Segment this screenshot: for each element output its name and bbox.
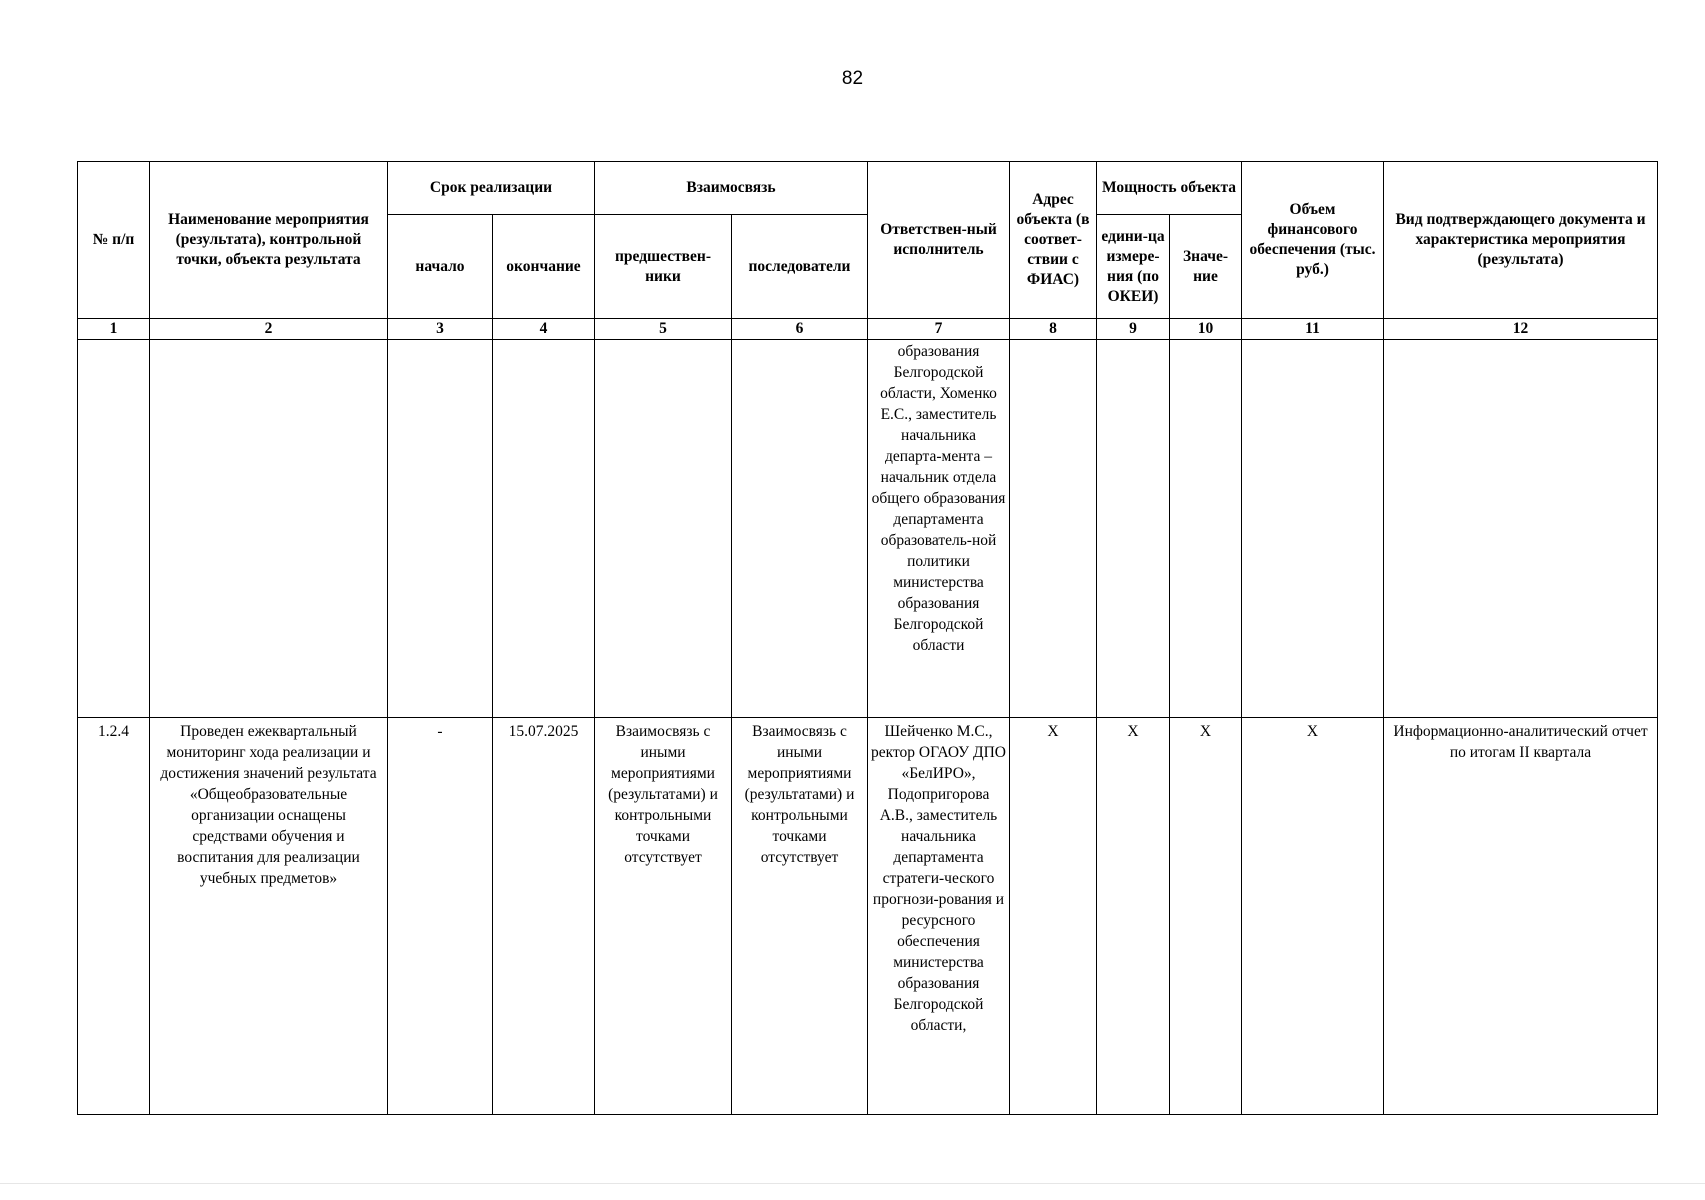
header-unit: едини-ца измере-ния (по ОКЕИ) xyxy=(1097,215,1170,319)
header-term-group: Срок реализации xyxy=(388,162,595,215)
cell-empty xyxy=(1170,340,1242,718)
header-document: Вид подтверждающего документа и характеристика мероприятия (результата) xyxy=(1384,162,1658,319)
cell-empty xyxy=(732,340,868,718)
cell-empty xyxy=(1242,340,1384,718)
header-address: Адрес объекта (в соответ-ствии с ФИАС) xyxy=(1010,162,1097,319)
header-financing: Объем финансового обеспечения (тыс. руб.) xyxy=(1242,162,1384,319)
cell-responsible: Шейченко М.С., ректор ОГАОУ ДПО «БелИРО», Подопригорова А.В., заместитель начальника департамента стратеги-ческого прогнози-рования и ресурсного обеспечения министерства образования Белгородской области, xyxy=(868,718,1010,1115)
header-capacity-group: Мощность объекта xyxy=(1097,162,1242,215)
header-start: начало xyxy=(388,215,493,319)
cell-address: X xyxy=(1010,718,1097,1115)
cell-financing: X xyxy=(1242,718,1384,1115)
column-number: 9 xyxy=(1097,319,1170,340)
cell-unit: X xyxy=(1097,718,1170,1115)
column-number: 3 xyxy=(388,319,493,340)
cell-value: X xyxy=(1170,718,1242,1115)
table-row-1-2-4 xyxy=(78,718,1658,1115)
header-successors: последователи xyxy=(732,215,868,319)
cell-num: 1.2.4 xyxy=(78,718,150,1115)
column-number: 5 xyxy=(595,319,732,340)
header-responsible: Ответствен-ный исполнитель xyxy=(868,162,1010,319)
cell-predecessors: Взаимосвязь с иными мероприятиями (результатами) и контрольными точками отсутствует xyxy=(595,718,732,1115)
header-link-group: Взаимосвязь xyxy=(595,162,868,215)
activity-plan-table xyxy=(77,161,1658,1115)
cell-successors: Взаимосвязь с иными мероприятиями (результатами) и контрольными точками отсутствует xyxy=(732,718,868,1115)
column-number: 11 xyxy=(1242,319,1384,340)
column-number: 6 xyxy=(732,319,868,340)
cell-responsible-continued: образования Белгородской области, Хоменко Е.С., заместитель начальника департа-мента – начальник отдела общего образования департамента образователь-ной политики министерства образования Белгородской области xyxy=(868,340,1010,718)
cell-empty xyxy=(1097,340,1170,718)
cell-empty xyxy=(1384,340,1658,718)
column-number-row xyxy=(78,319,1658,340)
column-number: 2 xyxy=(150,319,388,340)
cell-empty xyxy=(78,340,150,718)
column-number: 8 xyxy=(1010,319,1097,340)
page-number: 82 xyxy=(841,68,864,89)
cell-document: Информационно-аналитический отчет по итогам II квартала xyxy=(1384,718,1658,1115)
header-row-top xyxy=(78,162,1658,215)
header-end: окончание xyxy=(493,215,595,319)
cell-name: Проведен ежеквартальный мониторинг хода реализации и достижения значений результата «Общеобразовательные организации оснащены средствами обучения и воспитания для реализации учебных предметов» xyxy=(150,718,388,1115)
column-number: 7 xyxy=(868,319,1010,340)
cell-empty xyxy=(1010,340,1097,718)
header-num: № п/п xyxy=(78,162,150,319)
column-number: 12 xyxy=(1384,319,1658,340)
column-number: 10 xyxy=(1170,319,1242,340)
header-predecessors: предшествен-ники xyxy=(595,215,732,319)
header-name: Наименование мероприятия (результата), контрольной точки, объекта результата xyxy=(150,162,388,319)
cell-start: - xyxy=(388,718,493,1115)
column-number: 1 xyxy=(78,319,150,340)
table-row-continuation xyxy=(78,340,1658,718)
cell-end: 15.07.2025 xyxy=(493,718,595,1115)
column-number: 4 xyxy=(493,319,595,340)
header-value: Значе-ние xyxy=(1170,215,1242,319)
cell-empty xyxy=(388,340,493,718)
scan-edge-divider xyxy=(0,1183,1705,1184)
cell-empty xyxy=(595,340,732,718)
cell-empty xyxy=(150,340,388,718)
cell-empty xyxy=(493,340,595,718)
